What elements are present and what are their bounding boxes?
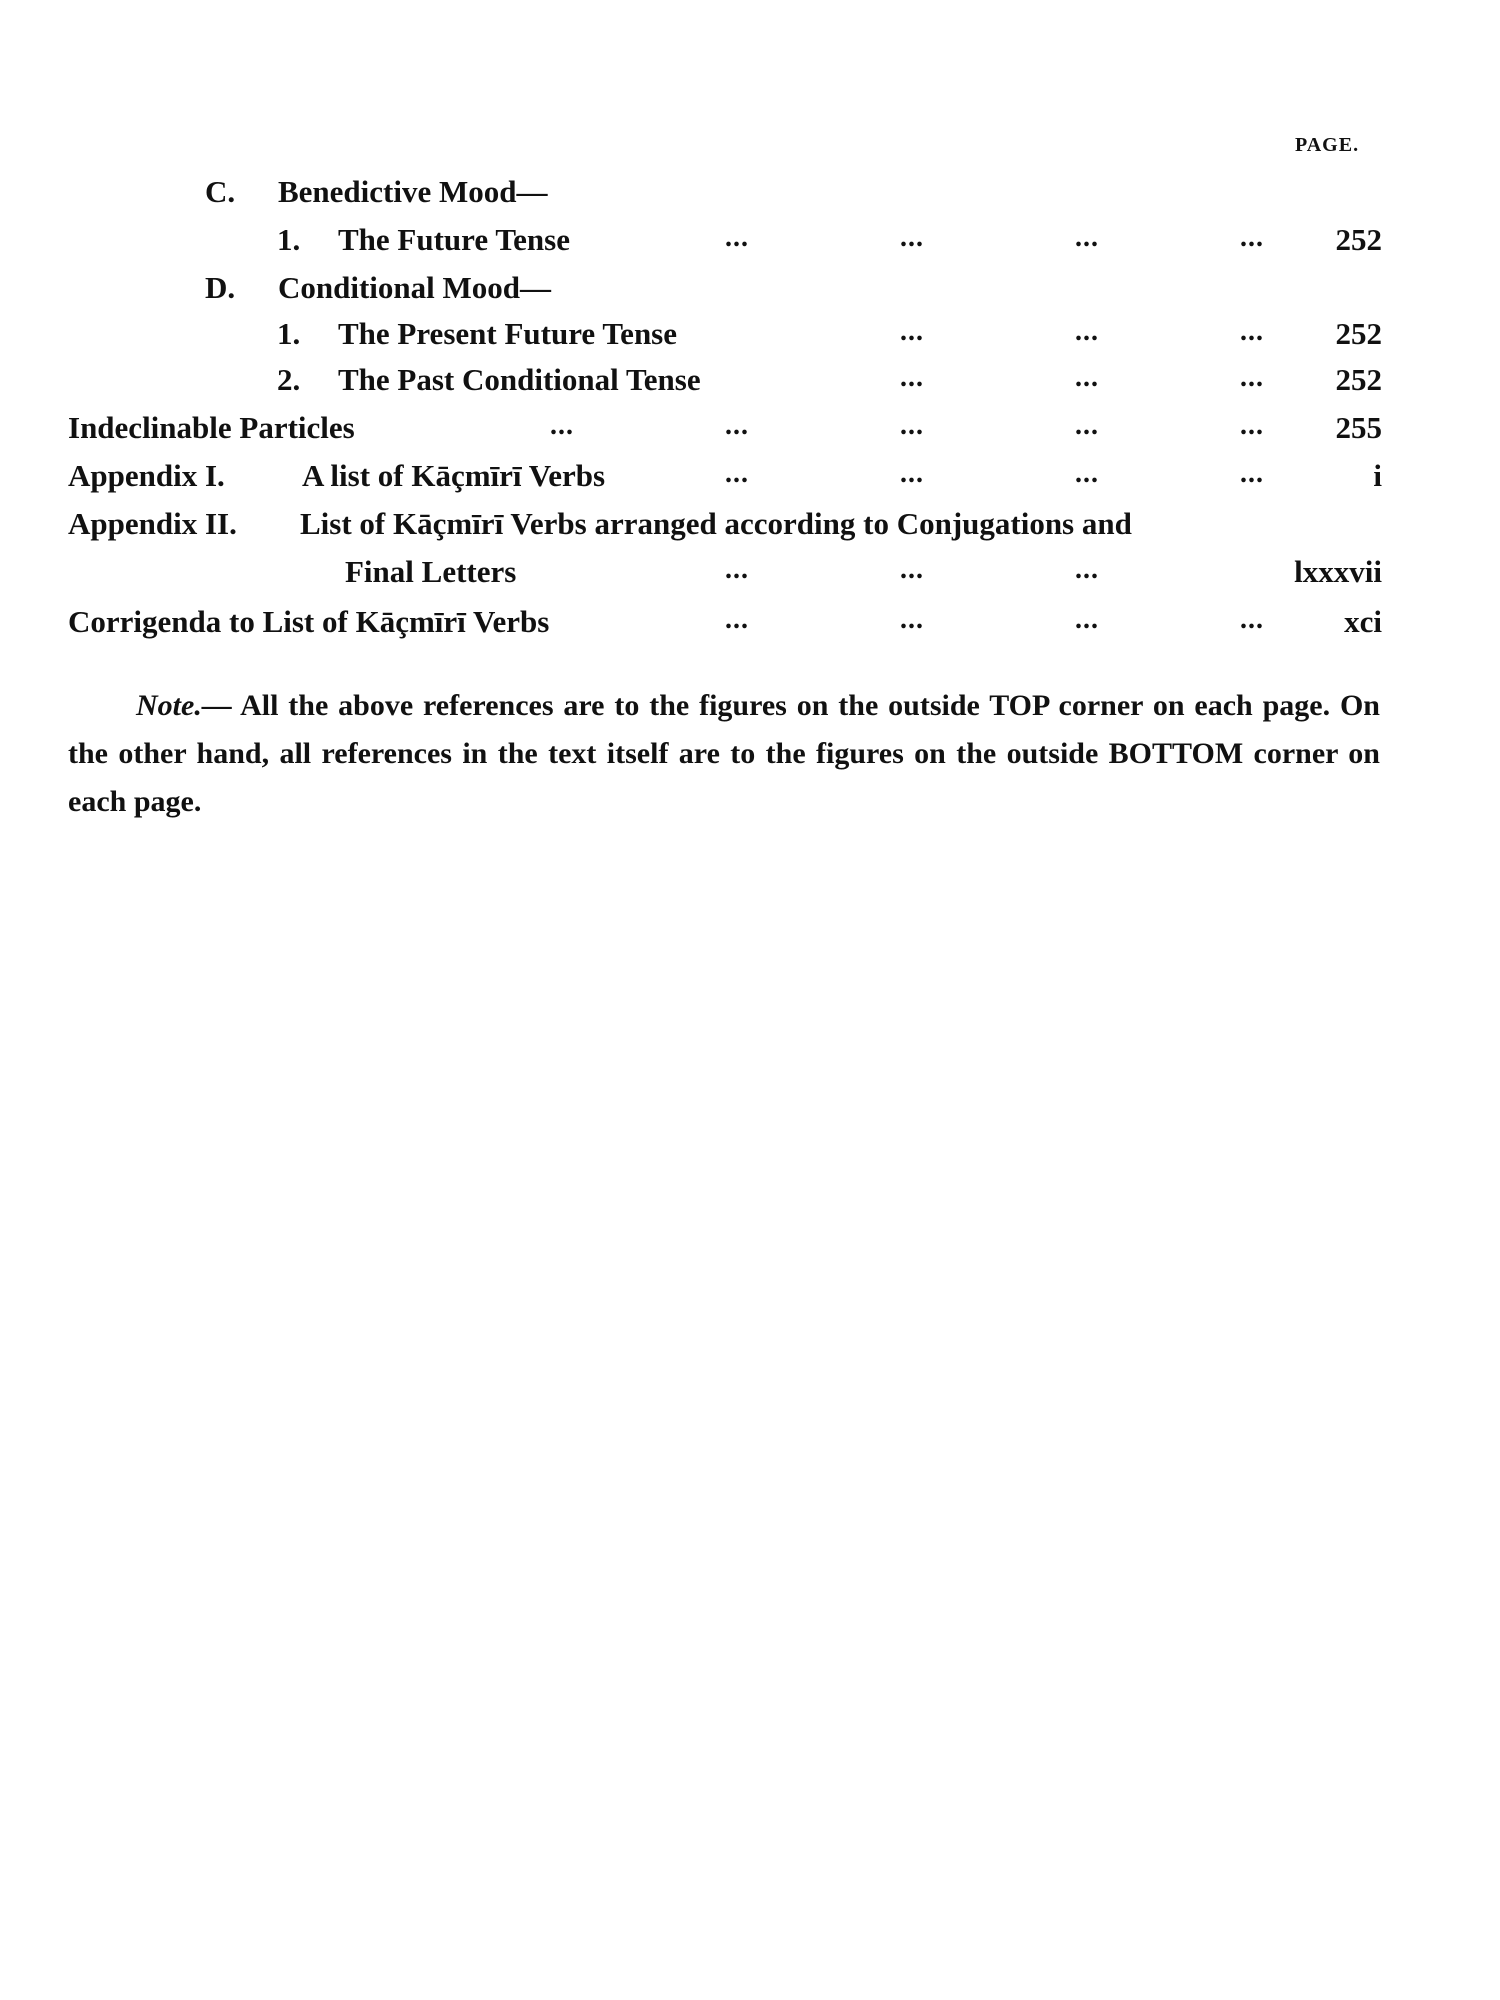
dot-leader: ... bbox=[1240, 458, 1264, 489]
toc-title: Corrigenda to List of Kāçmīrī Verbs bbox=[68, 604, 550, 639]
note-paragraph bbox=[68, 682, 1380, 826]
dot-leader: ... bbox=[1240, 362, 1264, 393]
dot-leader: ... bbox=[1240, 604, 1264, 635]
dot-leader: ... bbox=[900, 222, 924, 253]
dot-leader: ... bbox=[900, 316, 924, 347]
toc-title: Conditional Mood— bbox=[278, 270, 552, 305]
dot-leader: ... bbox=[1075, 362, 1099, 393]
dot-leader: ... bbox=[1075, 458, 1099, 489]
toc-page-number: 252 bbox=[1335, 362, 1382, 397]
toc-label: C. bbox=[205, 174, 236, 209]
dot-leader: ... bbox=[900, 410, 924, 441]
toc-label: D. bbox=[205, 270, 236, 305]
dot-leader: ... bbox=[1075, 316, 1099, 347]
dot-leader: ... bbox=[1240, 316, 1264, 347]
toc-title: A list of Kāçmīrī Verbs bbox=[302, 458, 606, 493]
toc-page-number: lxxxvii bbox=[1294, 554, 1382, 589]
toc-page-number: i bbox=[1373, 458, 1382, 493]
toc-title-continued: Final Letters bbox=[345, 554, 517, 589]
toc-title: The Past Conditional Tense bbox=[338, 362, 701, 397]
dot-leader: ... bbox=[1075, 554, 1099, 585]
dot-leader: ... bbox=[1075, 222, 1099, 253]
toc-label: Appendix I. bbox=[68, 458, 225, 493]
toc-page-number: 252 bbox=[1335, 316, 1382, 351]
dot-leader: ... bbox=[725, 458, 749, 489]
note-text: All the above references are to the figures on the outside TOP corner on each page. On the other hand, all references in the text itself are to the figures on the outside BOTTOM corner on each page. bbox=[68, 689, 1380, 818]
page-column-header: PAGE. bbox=[1295, 134, 1360, 156]
toc-title: Benedictive Mood— bbox=[278, 174, 548, 209]
dot-leader: ... bbox=[550, 410, 574, 441]
dot-leader: ... bbox=[900, 458, 924, 489]
dot-leader: ... bbox=[900, 604, 924, 635]
toc-page-number: 255 bbox=[1335, 410, 1382, 445]
toc-title: The Future Tense bbox=[338, 222, 570, 257]
dot-leader: ... bbox=[725, 222, 749, 253]
note-lead: Note.— bbox=[136, 689, 232, 722]
toc-title: List of Kāçmīrī Verbs arranged according to Conjugations and bbox=[300, 506, 1132, 541]
dot-leader: ... bbox=[1240, 410, 1264, 441]
toc-page-number: 252 bbox=[1335, 222, 1382, 257]
toc-label: 1. bbox=[277, 222, 301, 257]
dot-leader: ... bbox=[725, 604, 749, 635]
dot-leader: ... bbox=[900, 362, 924, 393]
dot-leader: ... bbox=[900, 554, 924, 585]
toc-title: Indeclinable Particles bbox=[68, 410, 355, 445]
toc-label: Appendix II. bbox=[68, 506, 237, 541]
dot-leader: ... bbox=[1075, 604, 1099, 635]
dot-leader: ... bbox=[1240, 222, 1264, 253]
dot-leader: ... bbox=[1075, 410, 1099, 441]
dot-leader: ... bbox=[725, 410, 749, 441]
toc-title: The Present Future Tense bbox=[338, 316, 678, 351]
dot-leader: ... bbox=[725, 554, 749, 585]
toc-label: 1. bbox=[277, 316, 301, 351]
toc-page-number: xci bbox=[1344, 604, 1382, 639]
toc-label: 2. bbox=[277, 362, 301, 397]
